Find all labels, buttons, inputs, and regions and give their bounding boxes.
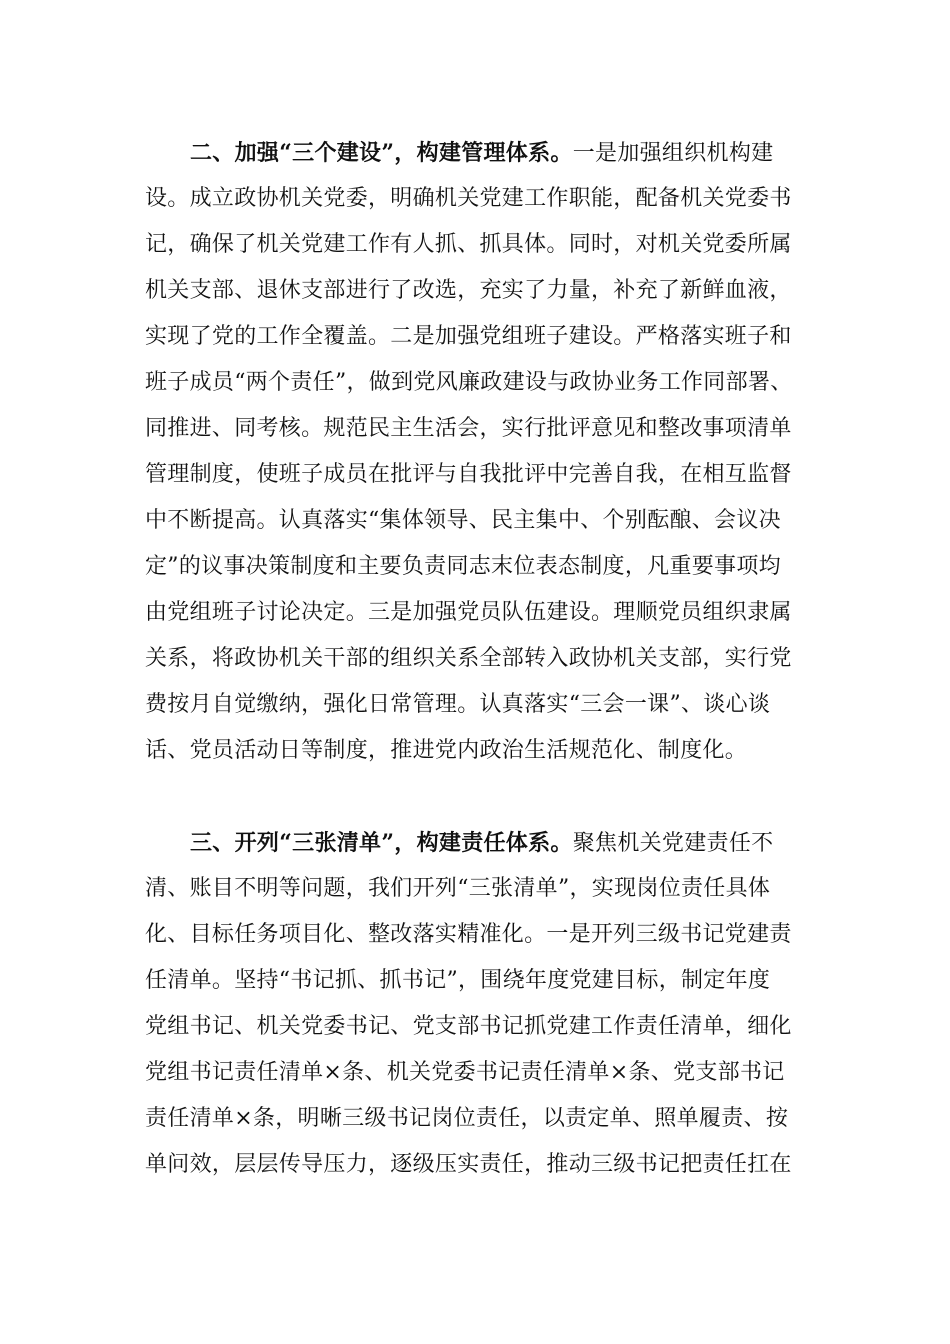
paragraph-2-heading: 三、开列“三张清单”，构建责任体系。 (190, 830, 573, 856)
paragraph-2-line-6: 党组书记责任清单×条、机关党委书记责任清单×条、党支部书记 (145, 1060, 785, 1085)
paragraph-2-line-8: 单问效，层层传导压力，逐级压实责任，推动三级书记把责任扛在 (145, 1152, 792, 1177)
paragraph-1-line-9: 中不断提高。认真落实“集体领导、民主集中、个别酝酿、会议决 (145, 508, 781, 533)
paragraph-1-line-3: 记，确保了机关党建工作有人抓、抓具体。同时，对机关党委所属 (145, 232, 792, 257)
paragraph-1-line-12: 关系，将政协机关干部的组织关系全部转入政协机关支部，实行党 (145, 646, 792, 671)
paragraph-2-line-3: 化、目标任务项目化、整改落实精准化。一是开列三级书记党建责 (145, 922, 792, 947)
paragraph-1-line-7: 同推进、同考核。规范民主生活会，实行批评意见和整改事项清单 (145, 416, 792, 441)
paragraph-2-line-1-text: 聚焦机关党建责任不 (572, 831, 774, 856)
paragraph-1-line-10: 定”的议事决策制度和主要负责同志末位表态制度，凡重要事项均 (145, 554, 781, 579)
paragraph-2-line-1 (190, 826, 805, 860)
paragraph-2-line-4: 任清单。坚持“书记抓、抓书记”，围绕年度党建目标，制定年度 (145, 968, 771, 993)
paragraph-2-line-7: 责任清单×条，明晰三级书记岗位责任，以责定单、照单履责、按 (145, 1106, 789, 1131)
paragraph-1-line-11: 由党组班子讨论决定。三是加强党员队伍建设。理顺党员组织隶属 (145, 600, 792, 625)
paragraph-1-line-2: 设。成立政协机关党委，明确机关党建工作职能，配备机关党委书 (145, 186, 792, 211)
paragraph-1-line-8: 管理制度，使班子成员在批评与自我批评中完善自我，在相互监督 (145, 462, 792, 487)
paragraph-1-line-6: 班子成员“两个责任”，做到党风廉政建设与政协业务工作同部署、 (145, 370, 793, 395)
paragraph-2-line-5: 党组书记、机关党委书记、党支部书记抓党建工作责任清单，细化 (145, 1014, 792, 1039)
paragraph-2-line-2: 清、账目不明等问题，我们开列“三张清单”，实现岗位责任具体 (145, 876, 771, 901)
paragraph-1-line-4: 机关支部、退休支部进行了改选，充实了力量，补充了新鲜血液， (145, 278, 792, 303)
paragraph-1-line-1-text: 一是加强组织机构建 (572, 141, 774, 166)
paragraph-1-line-13: 费按月自觉缴纳，强化日常管理。认真落实“三会一课”、谈心谈 (145, 692, 771, 717)
paragraph-1-line-1 (190, 136, 805, 170)
paragraph-1-line-15 (145, 780, 805, 814)
paragraph-1-line-5: 实现了党的工作全覆盖。二是加强党组班子建设。严格落实班子和 (145, 324, 792, 349)
paragraph-1-line-14: 话、党员活动日等制度，推进党内政治生活规范化、制度化。 (145, 738, 748, 763)
paragraph-1-heading: 二、加强“三个建设”，构建管理体系。 (190, 140, 573, 166)
